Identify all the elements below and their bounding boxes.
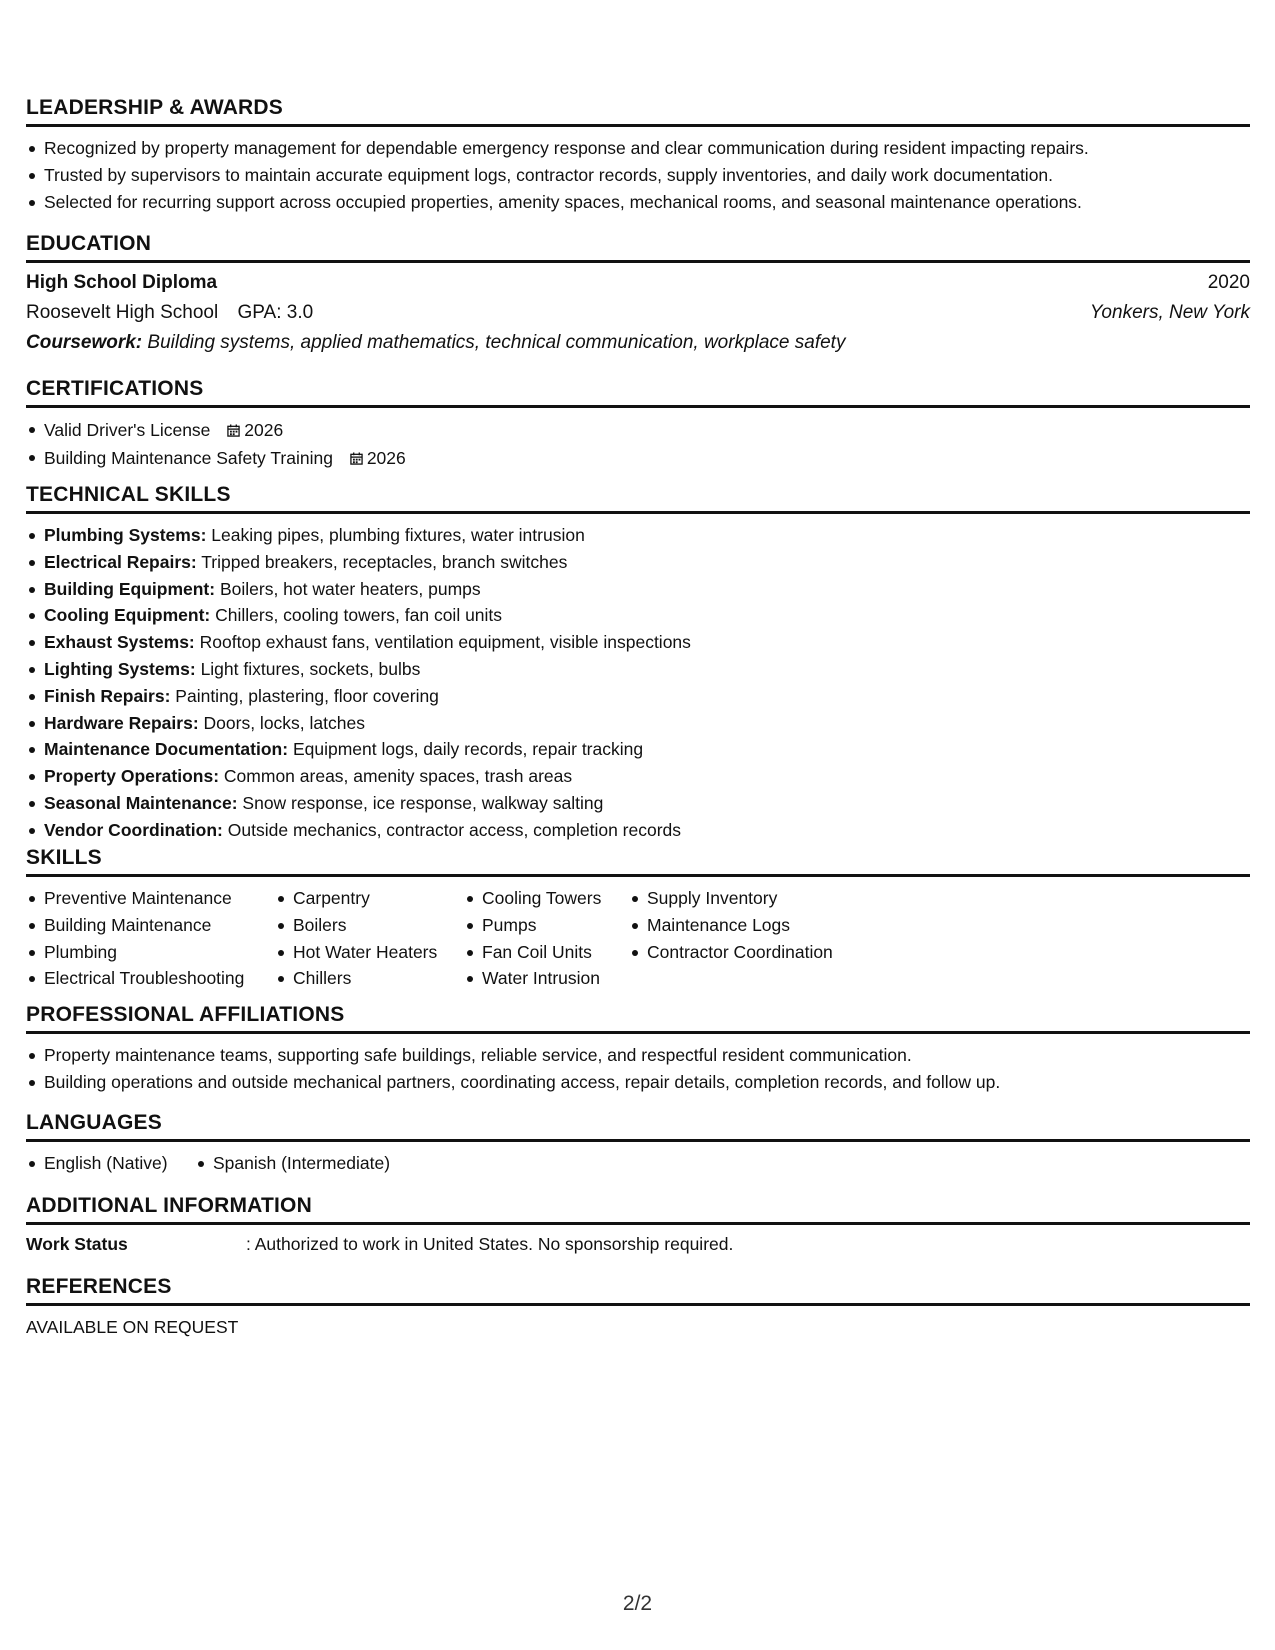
section-divider <box>26 511 1250 514</box>
certification-year: 2026 <box>244 420 284 440</box>
calendar-icon <box>350 452 363 465</box>
section-divider <box>26 405 1250 408</box>
skill-label: Plumbing Systems: <box>44 525 207 545</box>
section-divider <box>26 260 1250 263</box>
section-title-references: REFERENCES <box>26 1275 172 1298</box>
skill-label: Hardware Repairs: <box>44 712 199 733</box>
page-number: 2/2 <box>622 1592 653 1615</box>
list-item <box>26 817 691 844</box>
skill-label: Cooling Equipment: <box>44 605 211 626</box>
list-item: Property maintenance teams, supporting safe buildings, reliable service, and respectful resident communication. <box>26 1042 1000 1069</box>
skill-text: Common areas, amenity spaces, trash areas <box>223 766 573 787</box>
leadership-list <box>26 135 1089 215</box>
skill-label: Finish Repairs: <box>44 685 171 706</box>
coursework-label: Coursework: <box>26 332 143 353</box>
list-item: Supply Inventory <box>629 885 833 912</box>
list-item <box>26 629 691 656</box>
skill-text: Outside mechanics, contractor access, completion records <box>227 819 682 840</box>
section-title-education: EDUCATION <box>26 232 152 255</box>
skill-label: Lighting Systems: <box>44 658 196 679</box>
school-name: Roosevelt High School <box>26 302 219 323</box>
skill-text: Rooftop exhaust fans, ventilation equipment, visible inspections <box>199 632 691 653</box>
section-title-technical-skills: TECHNICAL SKILLS <box>26 483 231 506</box>
skills-column-4 <box>629 885 833 965</box>
list-item <box>26 763 691 790</box>
work-status-label: Work Status <box>26 1234 128 1254</box>
gpa: GPA: 3.0 <box>237 302 314 323</box>
skill-label: Vendor Coordination: <box>44 819 223 840</box>
section-divider <box>26 1222 1250 1225</box>
list-item: Hot Water Heaters <box>275 939 437 966</box>
list-item <box>26 656 691 683</box>
technical-skills-list <box>26 522 691 844</box>
coursework-text: Building systems, applied mathematics, technical communication, workplace safety <box>147 332 846 353</box>
skill-label: Building Equipment: <box>44 578 216 599</box>
education-degree-row <box>26 272 1250 294</box>
calendar-icon <box>227 424 240 437</box>
skill-text: Painting, plastering, floor covering <box>175 685 439 706</box>
education-school-row <box>26 302 1250 324</box>
list-item <box>26 549 691 576</box>
section-divider <box>26 1303 1250 1306</box>
section-divider <box>26 1031 1250 1034</box>
work-status-row <box>26 1234 1250 1260</box>
section-divider <box>26 1139 1250 1142</box>
skills-column-3 <box>464 885 601 992</box>
list-item: Contractor Coordination <box>629 939 833 966</box>
references-text: AVAILABLE ON REQUEST <box>26 1317 239 1337</box>
list-item: Building Maintenance <box>26 912 244 939</box>
list-item: Chillers <box>275 965 437 992</box>
certification-item <box>26 416 406 444</box>
list-item: Boilers <box>275 912 437 939</box>
section-title-additional-info: ADDITIONAL INFORMATION <box>26 1194 312 1217</box>
skill-text: Tripped breakers, receptacles, branch switches <box>201 551 568 572</box>
section-title-affiliations: PROFESSIONAL AFFILIATIONS <box>26 1003 345 1026</box>
list-item <box>26 710 691 737</box>
list-item: Fan Coil Units <box>464 939 601 966</box>
list-item <box>26 602 691 629</box>
list-item: Trusted by supervisors to maintain accurate equipment logs, contractor records, supply inventories, and daily work documentation. <box>26 162 1089 189</box>
languages-list <box>26 1150 413 1177</box>
language-item: English (Native) <box>26 1150 168 1177</box>
skills-column-2 <box>275 885 437 992</box>
list-item <box>26 790 691 817</box>
list-item: Plumbing <box>26 939 244 966</box>
graduation-year: 2020 <box>1207 272 1250 293</box>
list-item: Electrical Troubleshooting <box>26 965 244 992</box>
list-item: Building operations and outside mechanical partners, coordinating access, repair details, completion records, and follow up. <box>26 1069 1000 1096</box>
list-item: Recognized by property management for dependable emergency response and clear communication during resident impacting repairs. <box>26 135 1089 162</box>
work-status-value: : Authorized to work in United States. No sponsorship required. <box>246 1234 734 1254</box>
certification-name: Building Maintenance Safety Training <box>44 448 333 468</box>
section-title-skills: SKILLS <box>26 846 102 869</box>
section-divider <box>26 124 1250 127</box>
skill-text: Light fixtures, sockets, bulbs <box>200 658 421 679</box>
affiliations-list <box>26 1042 1000 1096</box>
skill-text: Boilers, hot water heaters, pumps <box>219 578 481 599</box>
school-location: Yonkers, New York <box>1089 302 1250 323</box>
skill-text: Chillers, cooling towers, fan coil units <box>215 605 503 626</box>
list-item: Selected for recurring support across occupied properties, amenity spaces, mechanical rooms, and seasonal maintenance operations. <box>26 189 1089 216</box>
skill-text: Leaking pipes, plumbing fixtures, water intrusion <box>211 525 585 545</box>
skill-label: Exhaust Systems: <box>44 632 195 653</box>
skill-label: Property Operations: <box>44 766 220 787</box>
list-item: Maintenance Logs <box>629 912 833 939</box>
section-title-leadership: LEADERSHIP & AWARDS <box>26 96 283 119</box>
skill-label: Maintenance Documentation: <box>44 739 289 760</box>
list-item <box>26 576 691 603</box>
skill-label: Electrical Repairs: <box>44 551 197 572</box>
section-divider <box>26 874 1250 877</box>
certifications-list <box>26 416 406 472</box>
degree-name: High School Diploma <box>26 272 218 293</box>
section-title-languages: LANGUAGES <box>26 1111 162 1134</box>
list-item <box>26 736 691 763</box>
skill-text: Equipment logs, daily records, repair tracking <box>292 739 644 760</box>
list-item: Cooling Towers <box>464 885 601 912</box>
skill-text: Doors, locks, latches <box>203 712 365 733</box>
language-item: Spanish (Intermediate) <box>195 1150 390 1177</box>
list-item: Preventive Maintenance <box>26 885 244 912</box>
skill-text: Snow response, ice response, walkway salting <box>242 792 604 813</box>
skill-label: Seasonal Maintenance: <box>44 792 238 813</box>
certification-year: 2026 <box>366 448 406 468</box>
list-item: Water Intrusion <box>464 965 601 992</box>
certification-item <box>26 444 406 472</box>
list-item <box>26 683 691 710</box>
coursework-row <box>26 332 1250 354</box>
list-item: Pumps <box>464 912 601 939</box>
certification-name: Valid Driver's License <box>44 420 211 440</box>
section-title-certifications: CERTIFICATIONS <box>26 377 204 400</box>
list-item: Carpentry <box>275 885 437 912</box>
skills-column-1 <box>26 885 244 992</box>
list-item <box>26 522 691 549</box>
